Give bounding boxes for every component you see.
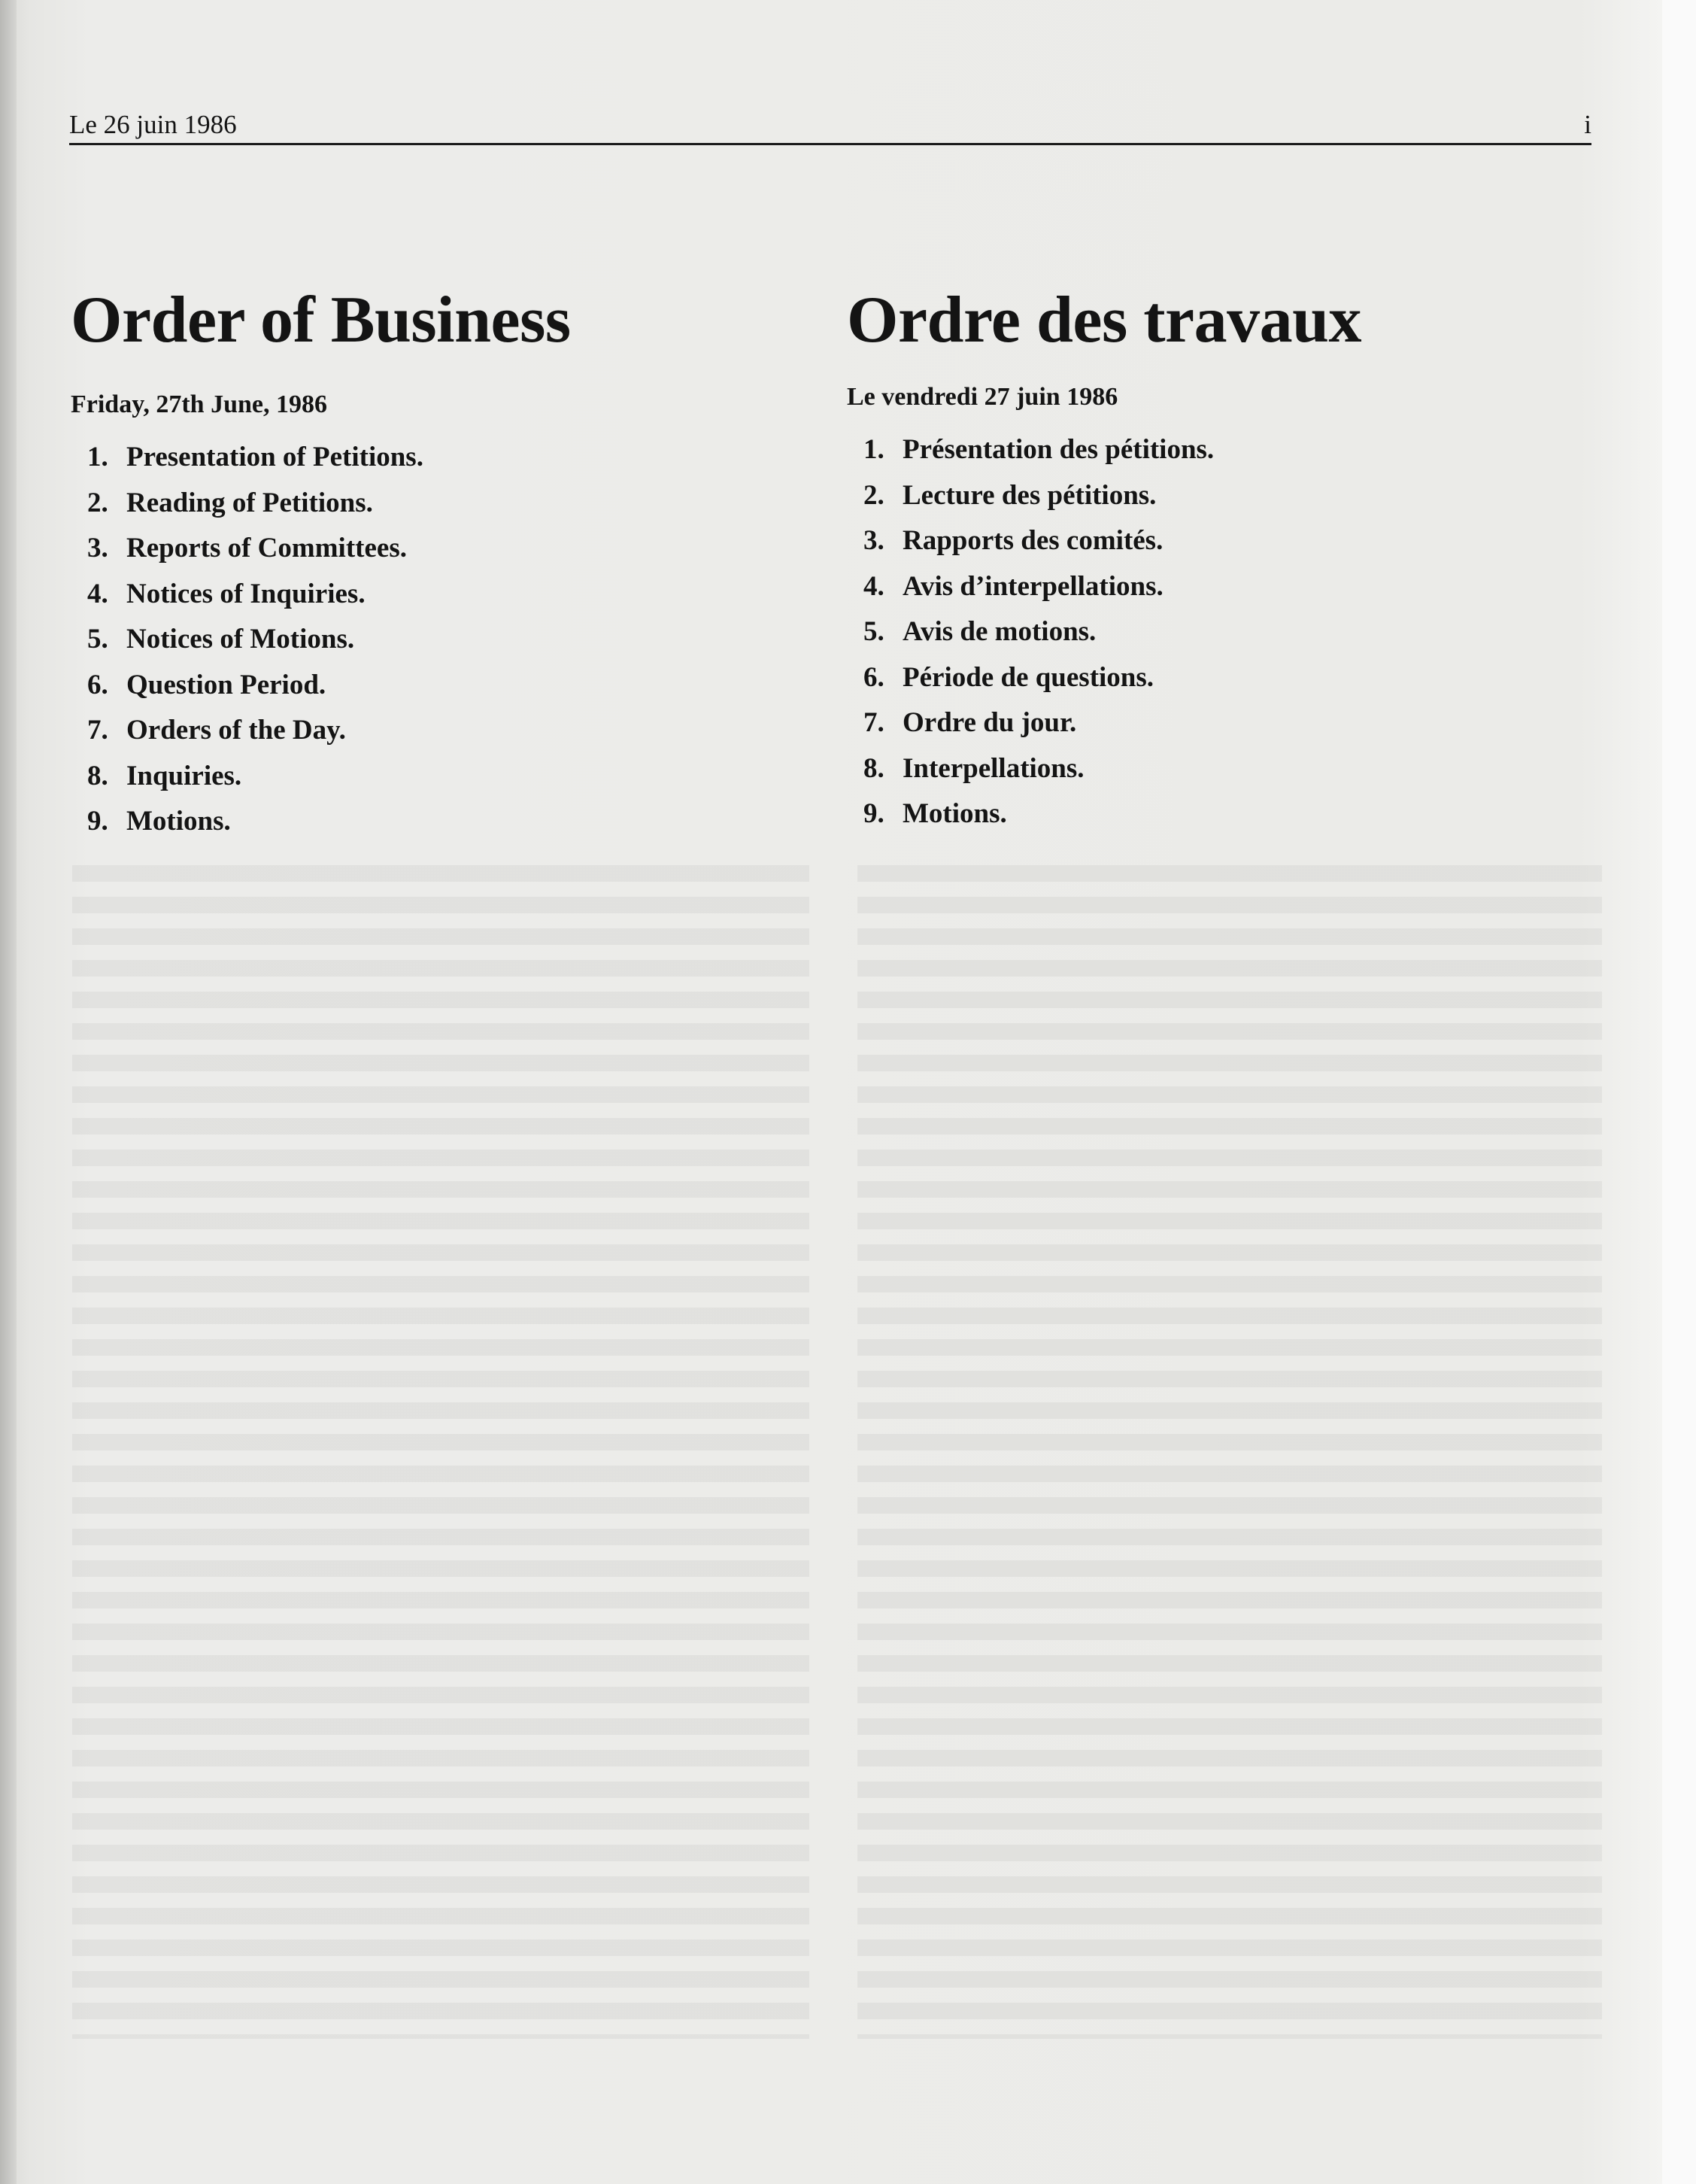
item-number: 1. (863, 434, 884, 465)
item-number: 6. (87, 669, 108, 700)
agenda-item (847, 427, 1591, 473)
page-binding-edge (0, 0, 17, 2184)
item-number: 3. (863, 525, 884, 556)
item-label: Présentation des pétitions. (903, 434, 1215, 465)
item-number: 7. (863, 707, 884, 738)
agenda-item (847, 564, 1591, 610)
french-title: Ordre des travaux (847, 284, 1362, 357)
item-label: Ordre du jour. (903, 707, 1077, 738)
item-number: 9. (87, 806, 108, 837)
item-number: 5. (87, 624, 108, 655)
agenda-item (71, 617, 793, 663)
item-number: 8. (863, 752, 884, 784)
item-label: Interpellations. (903, 752, 1085, 784)
item-number: 2. (863, 479, 884, 511)
agenda-item (847, 746, 1591, 792)
item-number: 9. (863, 798, 884, 829)
item-label: Rapports des comités. (903, 525, 1164, 556)
agenda-item (71, 708, 793, 754)
agenda-item (71, 663, 793, 709)
item-label: Motions. (126, 806, 231, 837)
page-number: i (1584, 110, 1591, 139)
header-rule (69, 143, 1591, 145)
item-label: Avis d’interpellations. (903, 570, 1164, 602)
french-column (847, 278, 1591, 837)
item-label: Motions. (903, 798, 1007, 829)
item-label: Reports of Committees. (126, 533, 407, 563)
french-agenda-list (847, 427, 1591, 837)
agenda-item (847, 609, 1591, 655)
agenda-item (71, 526, 793, 572)
english-agenda-list (71, 435, 793, 845)
bleed-through-right (857, 865, 1602, 2039)
running-head (69, 110, 1591, 141)
bleed-through-left (72, 865, 809, 2039)
agenda-item (71, 754, 793, 800)
item-number: 1. (87, 442, 108, 472)
item-number: 2. (87, 487, 108, 518)
agenda-item (847, 700, 1591, 746)
item-label: Notices of Motions. (126, 624, 355, 655)
item-label: Presentation of Petitions. (126, 442, 423, 472)
agenda-item (847, 791, 1591, 837)
english-title: Order of Business (71, 284, 571, 357)
item-number: 5. (863, 616, 884, 647)
agenda-item (71, 572, 793, 618)
english-date: Friday, 27th June, 1986 (71, 390, 327, 418)
english-column (71, 278, 793, 845)
agenda-item (847, 473, 1591, 519)
item-label: Orders of the Day. (126, 715, 346, 746)
page-right-margin (1662, 0, 1696, 2184)
running-head-date: Le 26 juin 1986 (69, 110, 237, 139)
item-label: Question Period. (126, 669, 326, 700)
item-label: Inquiries. (126, 760, 242, 791)
item-label: Reading of Petitions. (126, 487, 373, 518)
agenda-item (847, 518, 1591, 564)
agenda-item (847, 655, 1591, 701)
item-number: 6. (863, 661, 884, 693)
item-number: 4. (87, 578, 108, 609)
item-label: Notices of Inquiries. (126, 578, 366, 609)
item-number: 4. (863, 570, 884, 602)
agenda-item (71, 799, 793, 845)
item-label: Période de questions. (903, 661, 1154, 693)
item-number: 7. (87, 715, 108, 746)
item-label: Lecture des pétitions. (903, 479, 1157, 511)
item-number: 8. (87, 760, 108, 791)
item-number: 3. (87, 533, 108, 563)
item-label: Avis de motions. (903, 616, 1097, 647)
agenda-item (71, 435, 793, 481)
french-date: Le vendredi 27 juin 1986 (847, 383, 1118, 411)
agenda-item (71, 481, 793, 527)
